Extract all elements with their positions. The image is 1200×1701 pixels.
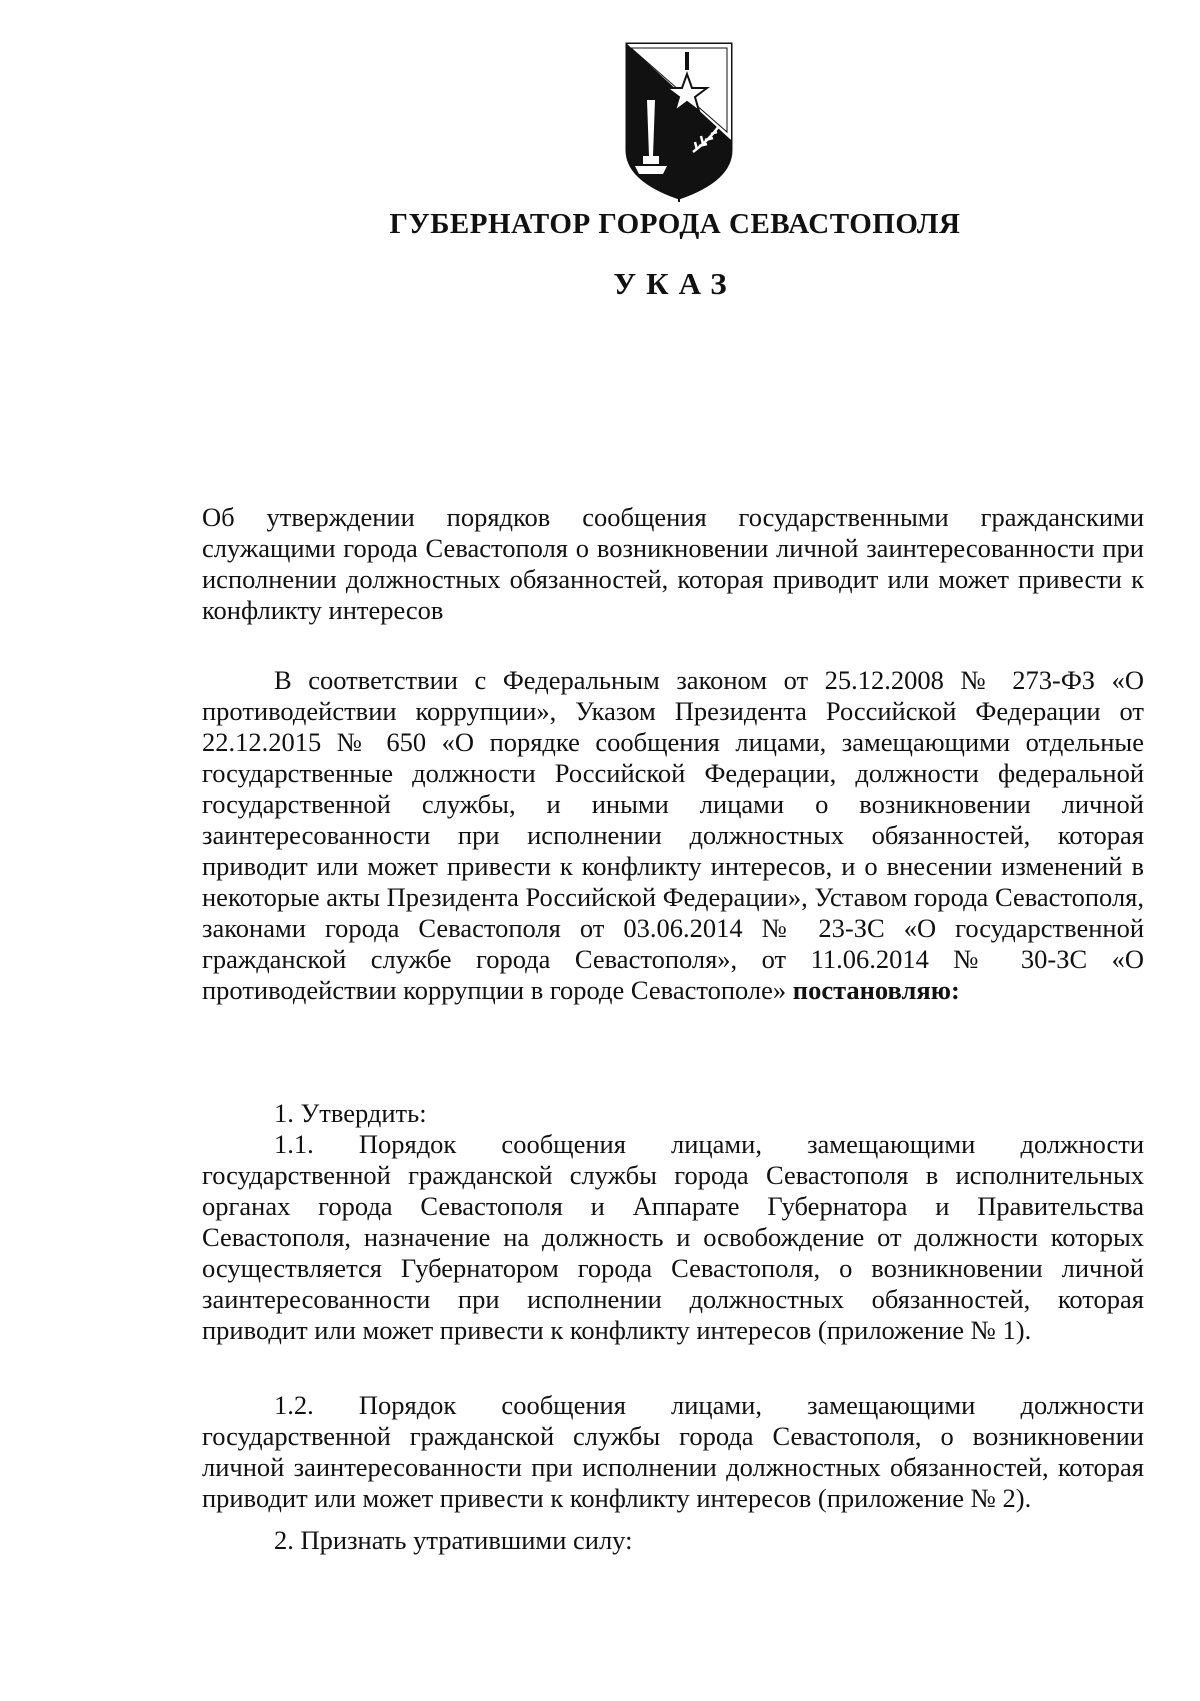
preamble-paragraph — [202, 665, 1144, 1006]
decree-word: постановляю: — [792, 975, 960, 1005]
document-type-title: УКАЗ — [613, 266, 737, 301]
decree-subject: Об утверждении порядков сообщения государственными гражданскими служащими города Севастополя о возникновении личной заинтересованности при исполнении должностных обязанностей, которая приводит или может привести к конфликту интересов — [202, 502, 1144, 625]
coat-of-arms-emblem — [623, 40, 735, 202]
issuer-title: ГУБЕРНАТОР ГОРОДА СЕВАСТОПОЛЯ — [389, 208, 961, 240]
item-1: 1. Утвердить: — [274, 1098, 427, 1128]
preamble-text: В соответствии с Федеральным законом от 25.12.2008 № 273-ФЗ «О противодействии коррупции», Указом Президента Российской Федерации от 22.12.2015 № 650 «О порядке сообщения лицами, замещающими отдельные государственные должности Российской Федерации, должности федеральной государственной службы, и иными лицами о возникновении личной заинтересованности при исполнении должностных обязанностей, которая приводит или может привести к конфликту интересов, и о внесении изменений в некоторые акты Президента Российской Федерации», Уставом города Севастополя, законами города Севастополя от 03.06.2014 № 23-ЗС «О государственной гражданской службе города Севастополя», от 11.06.2014 № 30-ЗС «О противодействии коррупции в городе Севастополе» — [202, 665, 1144, 1005]
item-2: 2. Признать утратившими силу: — [274, 1525, 633, 1555]
item-1-1: 1.1. Порядок сообщения лицами, замещающими должности государственной гражданской службы города Севастополя в исполнительных органах города Севастополя и Аппарате Губернатора и Правительства Севастополя, назначение на должность и освобождение от должности которых осуществляется Губернатором города Севастополя, о возникновении личной заинтересованности при исполнении должностных обязанностей, которая приводит или может привести к конфликту интересов (приложение № 1). — [202, 1129, 1144, 1345]
item-1-2: 1.2. Порядок сообщения лицами, замещающими должности государственной гражданской службы города Севастополя, о возникновении личной заинтересованности при исполнении должностных обязанностей, которая приводит или может привести к конфликту интересов (приложение № 2). — [202, 1390, 1144, 1513]
